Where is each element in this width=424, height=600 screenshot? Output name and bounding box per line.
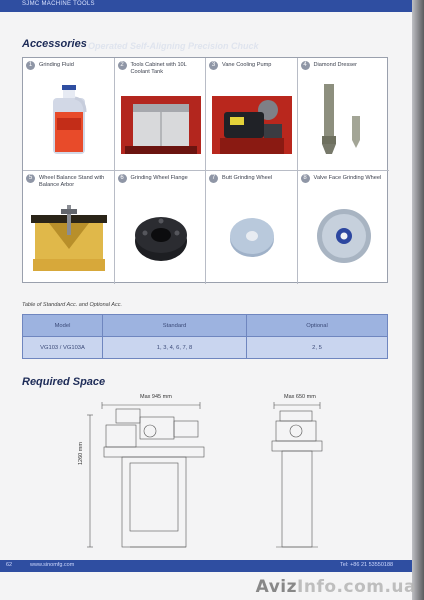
page-number: 62 (6, 562, 13, 568)
item-label: Grinding Wheel Flange (130, 175, 188, 181)
accessory-cell-7 (206, 171, 298, 284)
phone-number: Tel: +86 21 53550188 (340, 562, 394, 568)
cell-standard: 1, 3, 4, 6, 7, 8 (103, 337, 247, 359)
footer-bar (0, 560, 412, 572)
header-bar (0, 0, 412, 12)
item-label: Diamond Dresser (313, 62, 358, 68)
website-link[interactable]: www.sinomfg.com (30, 562, 75, 568)
item-label: Butt Grinding Wheel (222, 175, 273, 181)
valve-wheel-icon (316, 207, 372, 265)
cell-optional: 2, 5 (247, 337, 388, 359)
ghost-heading: Operated Self-Aligning Precision Chuck (88, 41, 259, 51)
accessory-cell-6 (115, 171, 207, 284)
dresser-icon (316, 80, 372, 160)
item-label: Tools Cabinet with 10L Coolant Tank (130, 62, 187, 75)
item-label: Grinding Fluid (39, 62, 74, 68)
fluid-jug-icon (49, 84, 89, 156)
accessory-cell-1 (23, 58, 115, 171)
item-number: 1 (26, 61, 35, 70)
accessory-cell-5 (23, 171, 115, 284)
header-standard: Standard (103, 315, 247, 337)
watermark-prefix: Aviz (255, 577, 298, 597)
header-optional: Optional (247, 315, 388, 337)
item-number: 2 (118, 61, 127, 70)
item-number: 3 (209, 61, 218, 70)
item-number: 5 (26, 174, 35, 183)
accessories-title: Accessories (22, 38, 87, 50)
item-label: Vane Cooling Pump (222, 62, 272, 68)
accessories-grid (22, 57, 388, 283)
machine-drawing (70, 395, 370, 557)
page-edge (412, 0, 424, 600)
header-model: Model (23, 315, 103, 337)
side-width-label: Max 650 mm (284, 394, 316, 400)
accessory-cell-8 (298, 171, 390, 284)
brand-label: SJMC MACHINE TOOLS (22, 1, 95, 7)
item-number: 4 (301, 61, 310, 70)
front-width-label: Max 945 mm (140, 394, 172, 400)
table-header-row (23, 315, 388, 337)
flange-icon (133, 209, 189, 265)
cell-model: VG103 / VG103A (23, 337, 103, 359)
cabinet-icon (121, 96, 201, 154)
table-row (23, 337, 388, 359)
accessory-cell-3 (206, 58, 298, 171)
butt-wheel-icon (228, 215, 276, 259)
item-number: 6 (118, 174, 127, 183)
accessory-table (22, 314, 388, 359)
item-label: Wheel Balance Stand with Balance Arbor (39, 175, 105, 188)
height-label: 1260 mm (78, 442, 84, 465)
pump-icon (212, 96, 292, 154)
required-space-diagram (70, 395, 370, 557)
accessory-cell-4 (298, 58, 390, 171)
watermark-suffix: Info.com.ua (297, 577, 416, 597)
item-number: 7 (209, 174, 218, 183)
table-caption: Table of Standard Acc. and Optional Acc. (22, 302, 122, 308)
accessory-cell-2 (115, 58, 207, 171)
item-number: 8 (301, 174, 310, 183)
balance-stand-icon (29, 201, 109, 277)
item-label: Valve Face Grinding Wheel (313, 175, 382, 181)
required-space-title: Required Space (22, 376, 106, 388)
watermark (256, 577, 416, 597)
